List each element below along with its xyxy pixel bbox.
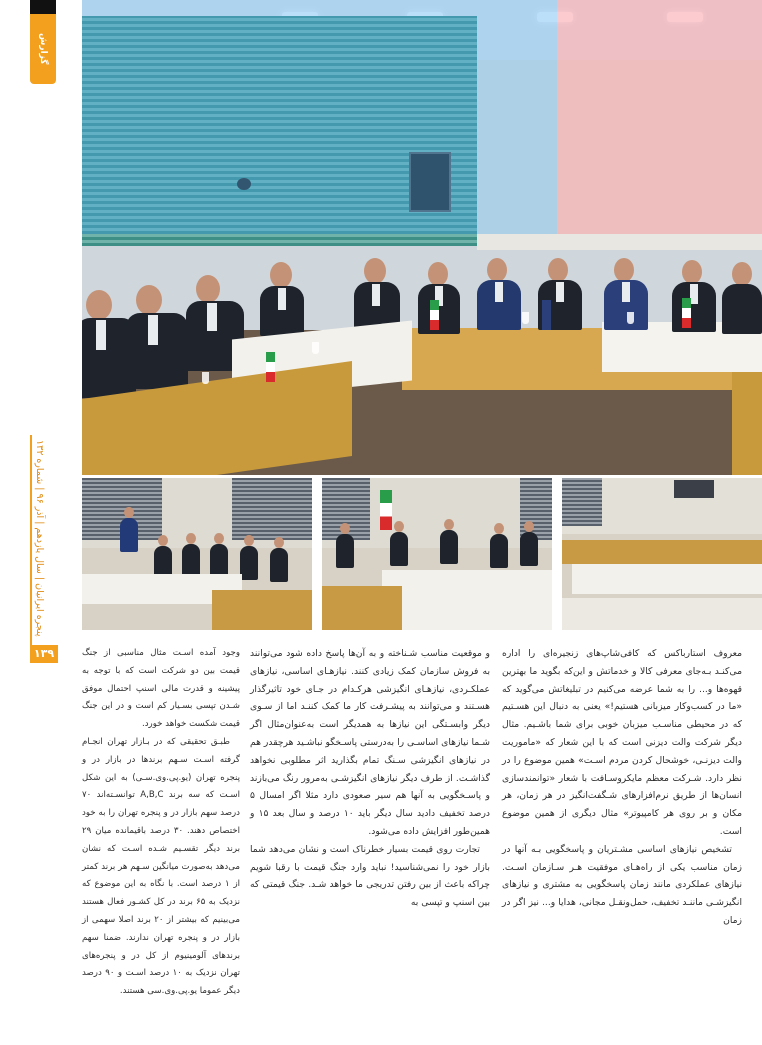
flag-icon (542, 300, 551, 330)
flag-icon (266, 352, 275, 382)
flag-icon (380, 490, 392, 530)
blue-color-overlay (82, 0, 557, 234)
photo-speaker (82, 478, 312, 630)
article-column-right (502, 645, 742, 930)
water-glass (627, 312, 634, 324)
page-number: ۱۳۹ (30, 645, 58, 663)
pink-color-overlay (557, 0, 762, 234)
paragraph: معروف استارباکس که کافی‌شاپ‌های زنجیره‌ای را اداره می‌کنـد بـه‌جای معرفی کالا و خدماتش و این‌که بگوید ما بهترین قهوه‌ها و... را به شما عرضه می‌کنیم در تبلیغاتش می‌گوید که «ما در کسب‌وکار میزبانی هستیم!» یعنی به دنبال این هسـتیم که در محیطی مناسـب میزبان خوبی برای شما باشـیم. مثال دیگر شرکت والت دیزنی است که با این شعار که «ماموریت والت دیزنـی، خوشحال کردن مردم اسـت» همین موضوع را در نظر دارد. شـرکت معظم مایکروسـافت با شعار «توانمندسازی انسان‌ها از طریق نرم‌افزارهای شـگفت‌انگیز در هر زمان، هر مکان و بر روی هر کامپیوتر» مثال دیگری از همین موضوع است. (502, 648, 742, 837)
paragraph: و موقعیت مناسب شـناخته و به آن‌ها پاسخ داده شود می‌توانند به فروش سازمان کمک زیادی کنند. نیازهـای اساسی، نیازهای عملکـردی، نیازهـای انگیزشی هرکـدام در جـای خود تاثیرگذار هسـتند و می‌توانند به پیشـرفت کار ما کمک کننـد اما از سـوی دیگر وابسـتگی این نیازها به همدیگر است به‌عنوان‌مثال اگر شـما نیازهای اساسـی را به‌درستی پاسـخگو نباشـید هرچقدر هم در نیازهای انگیزشی سـنگ تمام بگذارید اثر مطلوبی نخواهد گذاشـت. از طرف دیگر نیازهای انگیزشـی به‌مرور رنگ می‌بازند و پاسـخگویی به آنها هم سیر صعودی دارد مثلا اگر امسال ۵ درصد تخفیف دادید سال دیگر باید ۱۰ درصد و سال بعد ۱۵ و همین‌طور افزایش داده می‌شود. (250, 648, 490, 837)
photo-room-overview (562, 478, 762, 630)
water-glass (202, 372, 209, 384)
water-glass (312, 342, 319, 354)
water-glass (522, 312, 529, 324)
paragraph: وجود آمده اسـت مثال مناسبی از جنگ قیمت بین دو شرکت است که با توجه به پیشینه و قدرت مالی اسنپ احتمال موفق شـدن تپسی بسـیار کم است و در این جنگ قیمت شکست خواهد خورد. (82, 648, 240, 730)
section-label: گزارش (38, 33, 48, 65)
side-rule (30, 435, 32, 645)
photo-head-table (322, 478, 552, 630)
paragraph: تجارت روی قیمت بسیار خطرناک است و نشان می‌دهد شما بازار خود را نمی‌شناسید! نباید وارد جنگ قیمت با رقبا شویم چراکه باعث از بین رفتن تدریجی ما خواهد شـد. جنگ قیمتی که بین اسنپ و تپسی به (250, 843, 490, 909)
paragraph: تشخیص نیازهای اساسی مشـتریان و پاسخگویی بـه آنها در زمان مناسب یکی از راه‌هـای موفقیت هـر سـازمان اسـت. نیازهای عملکردی مانند زمان پاسخگویی به مشتری و نیازهای انگیزشـی ماننـد تخفیف، حمل‌ونقـل مجانی، هدایا و... نیز اگر در زمان (502, 843, 742, 926)
top-tab (30, 0, 56, 14)
magazine-info: پنجره ایرانیان | سال یازدهم | آذر ۹۶ | شماره ۱۳۲ (34, 440, 45, 637)
flag-icon (682, 298, 691, 328)
article-column-middle (250, 645, 490, 912)
article-column-left (82, 645, 240, 1001)
paragraph: طبـق تحقیقی که در بـازار تهران انجـام گرفته اسـت سـهم برندها در بازار در و پنجره تهران (یو.پی.وی.سـی) به این شکل اسـت که سه برند A,B,C توانسـته‌اند ۷۰ درصد سهم بازار در و پنجره تهران را به خود اختصاص دهند. ۳۰ درصد باقیمانده میان ۲۹ برند دیگر تقسـیم شـده اسـت که نشان می‌دهد به‌صورت میانگین سـهم هر برند کمتر از ۱ درصد است. با نگاه به این موضوع که نزدیک به ۶۵ برند در کل کشـور فعال هستند می‌بینیم که بیشتر از ۲۰ برند اصلا سهمی از بازار در و پنجره تهران ندارند. ضمنا سهم برندهای آلومینیوم از کل در و پنجره‌های تهران نزدیک به ۱۰ درصد اسـت و ۹۰ درصد دیگر عموما یو.پی.وی.سی هستند. (82, 736, 240, 997)
conference-table (732, 372, 762, 475)
flag-icon (430, 300, 439, 330)
main-photo (82, 0, 762, 475)
section-tab (30, 14, 56, 84)
